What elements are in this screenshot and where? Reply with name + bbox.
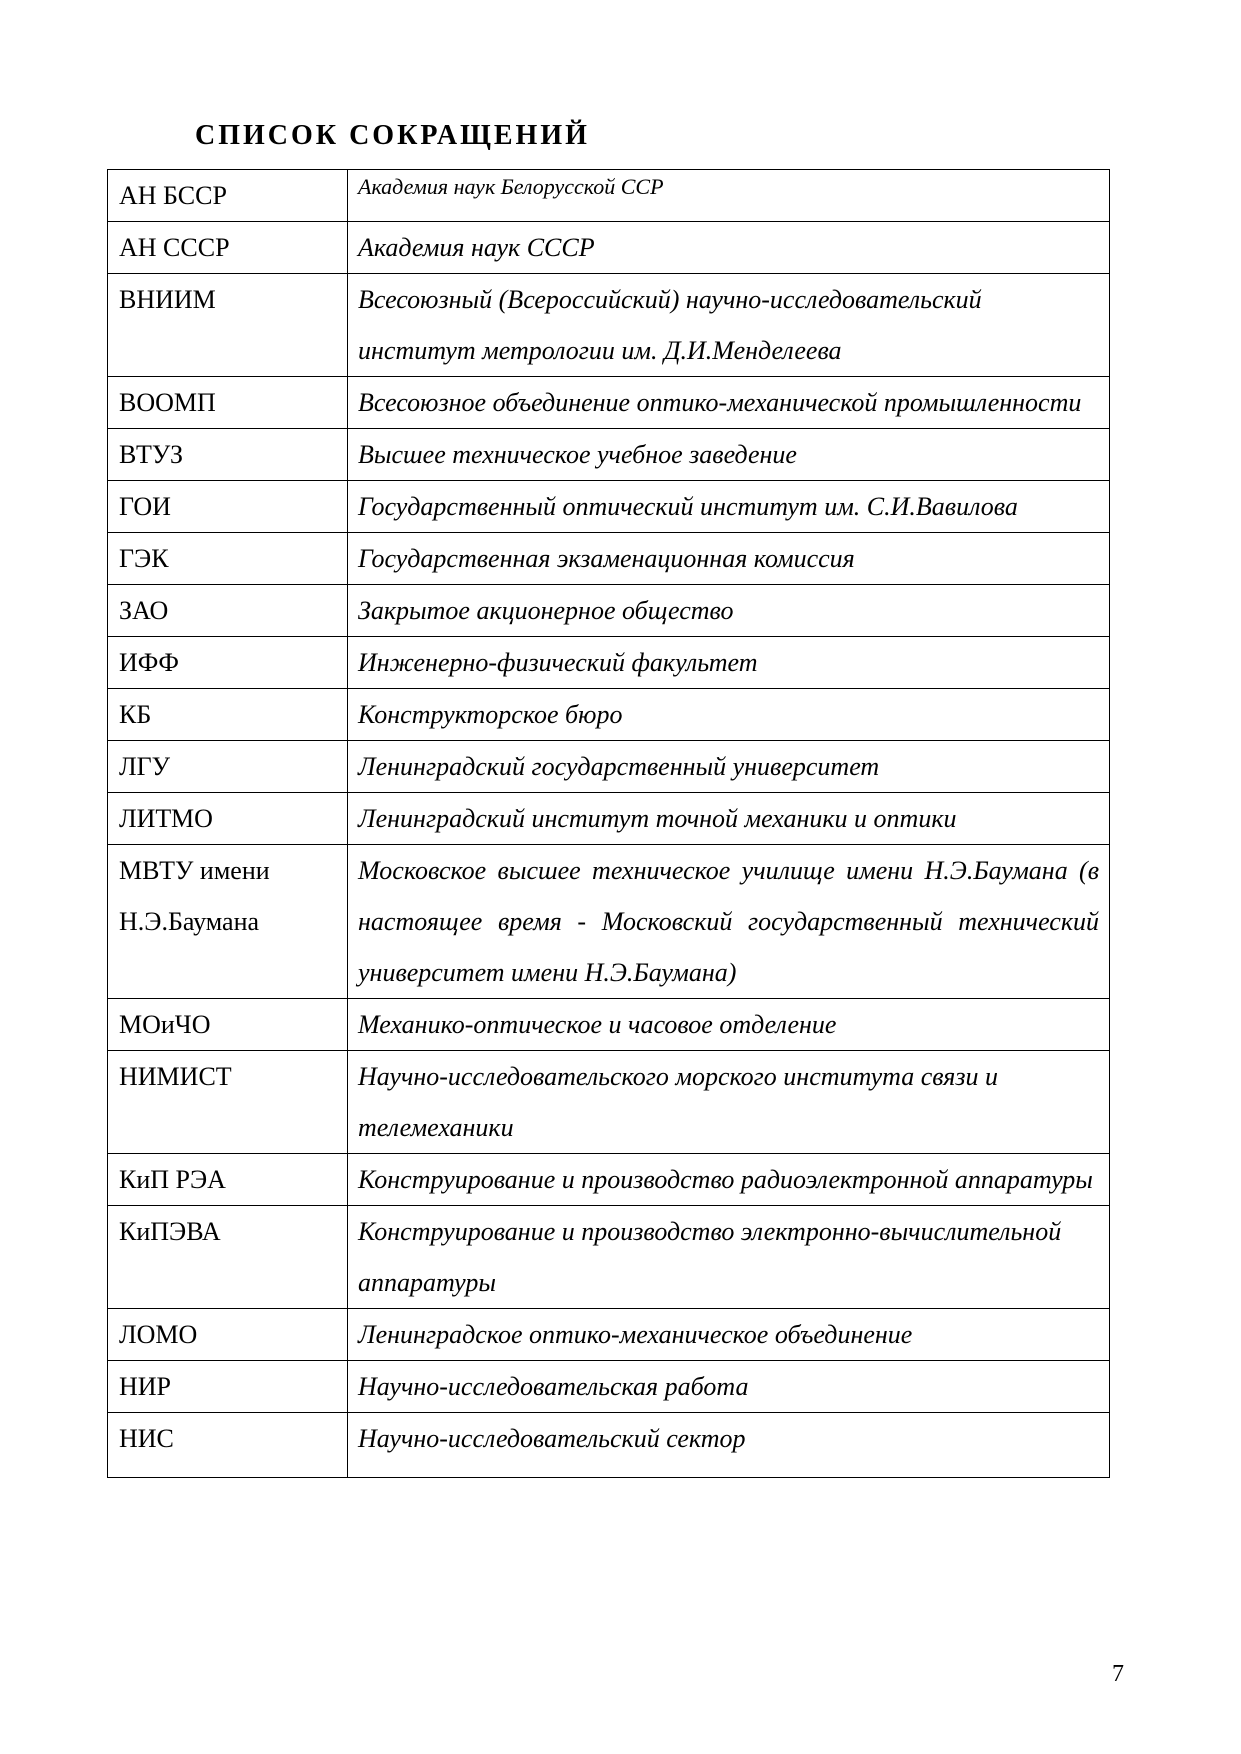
table-row [108, 999, 1110, 1051]
abbreviation-cell: КиПЭВА [108, 1206, 348, 1309]
abbreviation-cell: НИМИСТ [108, 1051, 348, 1154]
meaning-cell: Научно-исследовательский сектор [348, 1413, 1110, 1478]
abbreviation-cell: ИФФ [108, 637, 348, 689]
table-row [108, 170, 1110, 222]
table-row [108, 1309, 1110, 1361]
meaning-cell: Академия наук Белорусской ССР [348, 170, 1110, 222]
table-row [108, 377, 1110, 429]
abbreviation-cell: ГЭК [108, 533, 348, 585]
table-row [108, 222, 1110, 274]
abbreviation-cell: ГОИ [108, 481, 348, 533]
table-row [108, 637, 1110, 689]
abbreviation-cell: АН СССР [108, 222, 348, 274]
table-row [108, 533, 1110, 585]
meaning-cell: Закрытое акционерное общество [348, 585, 1110, 637]
abbreviations-table [107, 169, 1110, 1478]
abbreviation-cell: КБ [108, 689, 348, 741]
abbreviation-cell: ЛГУ [108, 741, 348, 793]
meaning-cell: Механико-оптическое и часовое отделение [348, 999, 1110, 1051]
abbreviation-cell: МВТУ имени Н.Э.Баумана [108, 845, 348, 999]
meaning-cell: Научно-исследовательская работа [348, 1361, 1110, 1413]
table-row [108, 1206, 1110, 1309]
meaning-cell: Конструкторское бюро [348, 689, 1110, 741]
abbreviation-cell: ВТУЗ [108, 429, 348, 481]
page-title: СПИСОК СОКРАЩЕНИЙ [195, 120, 590, 151]
meaning-cell: Конструирование и производство электронно-вычислительной аппаратуры [348, 1206, 1110, 1309]
abbreviation-cell: КиП РЭА [108, 1154, 348, 1206]
table-row [108, 481, 1110, 533]
table-row [108, 793, 1110, 845]
table-row [108, 1154, 1110, 1206]
meaning-cell: Всесоюзный (Всероссийский) научно-исследовательский институт метрологии им. Д.И.Менделеева [348, 274, 1110, 377]
meaning-cell: Московское высшее техническое училище имени Н.Э.Баумана (в настоящее время - Московский государственный технический университет имени Н.Э.Баумана) [348, 845, 1110, 999]
abbreviation-cell: ВООМП [108, 377, 348, 429]
meaning-cell: Академия наук СССР [348, 222, 1110, 274]
meaning-cell: Ленинградский институт точной механики и оптики [348, 793, 1110, 845]
table-row [108, 1051, 1110, 1154]
table-row [108, 585, 1110, 637]
abbreviation-cell: ВНИИМ [108, 274, 348, 377]
abbreviation-cell: ЛОМО [108, 1309, 348, 1361]
meaning-cell: Высшее техническое учебное заведение [348, 429, 1110, 481]
meaning-cell: Конструирование и производство радиоэлектронной аппаратуры [348, 1154, 1110, 1206]
table-row [108, 689, 1110, 741]
meaning-cell: Всесоюзное объединение оптико-механической промышленности [348, 377, 1110, 429]
meaning-cell: Ленинградский государственный университет [348, 741, 1110, 793]
meaning-cell: Научно-исследовательского морского института связи и телемеханики [348, 1051, 1110, 1154]
meaning-cell: Государственный оптический институт им. С.И.Вавилова [348, 481, 1110, 533]
table-row [108, 429, 1110, 481]
abbreviation-cell: НИР [108, 1361, 348, 1413]
table-row [108, 845, 1110, 999]
meaning-cell: Инженерно-физический факультет [348, 637, 1110, 689]
meaning-cell: Государственная экзаменационная комиссия [348, 533, 1110, 585]
table-row [108, 741, 1110, 793]
page-number: 7 [1112, 1661, 1124, 1687]
abbreviation-cell: ЗАО [108, 585, 348, 637]
abbreviation-cell: МОиЧО [108, 999, 348, 1051]
table-row [108, 1413, 1110, 1478]
abbreviation-cell: ЛИТМО [108, 793, 348, 845]
abbreviation-cell: АН БССР [108, 170, 348, 222]
meaning-cell: Ленинградское оптико-механическое объединение [348, 1309, 1110, 1361]
table-row [108, 274, 1110, 377]
abbreviation-cell: НИС [108, 1413, 348, 1478]
table-row [108, 1361, 1110, 1413]
